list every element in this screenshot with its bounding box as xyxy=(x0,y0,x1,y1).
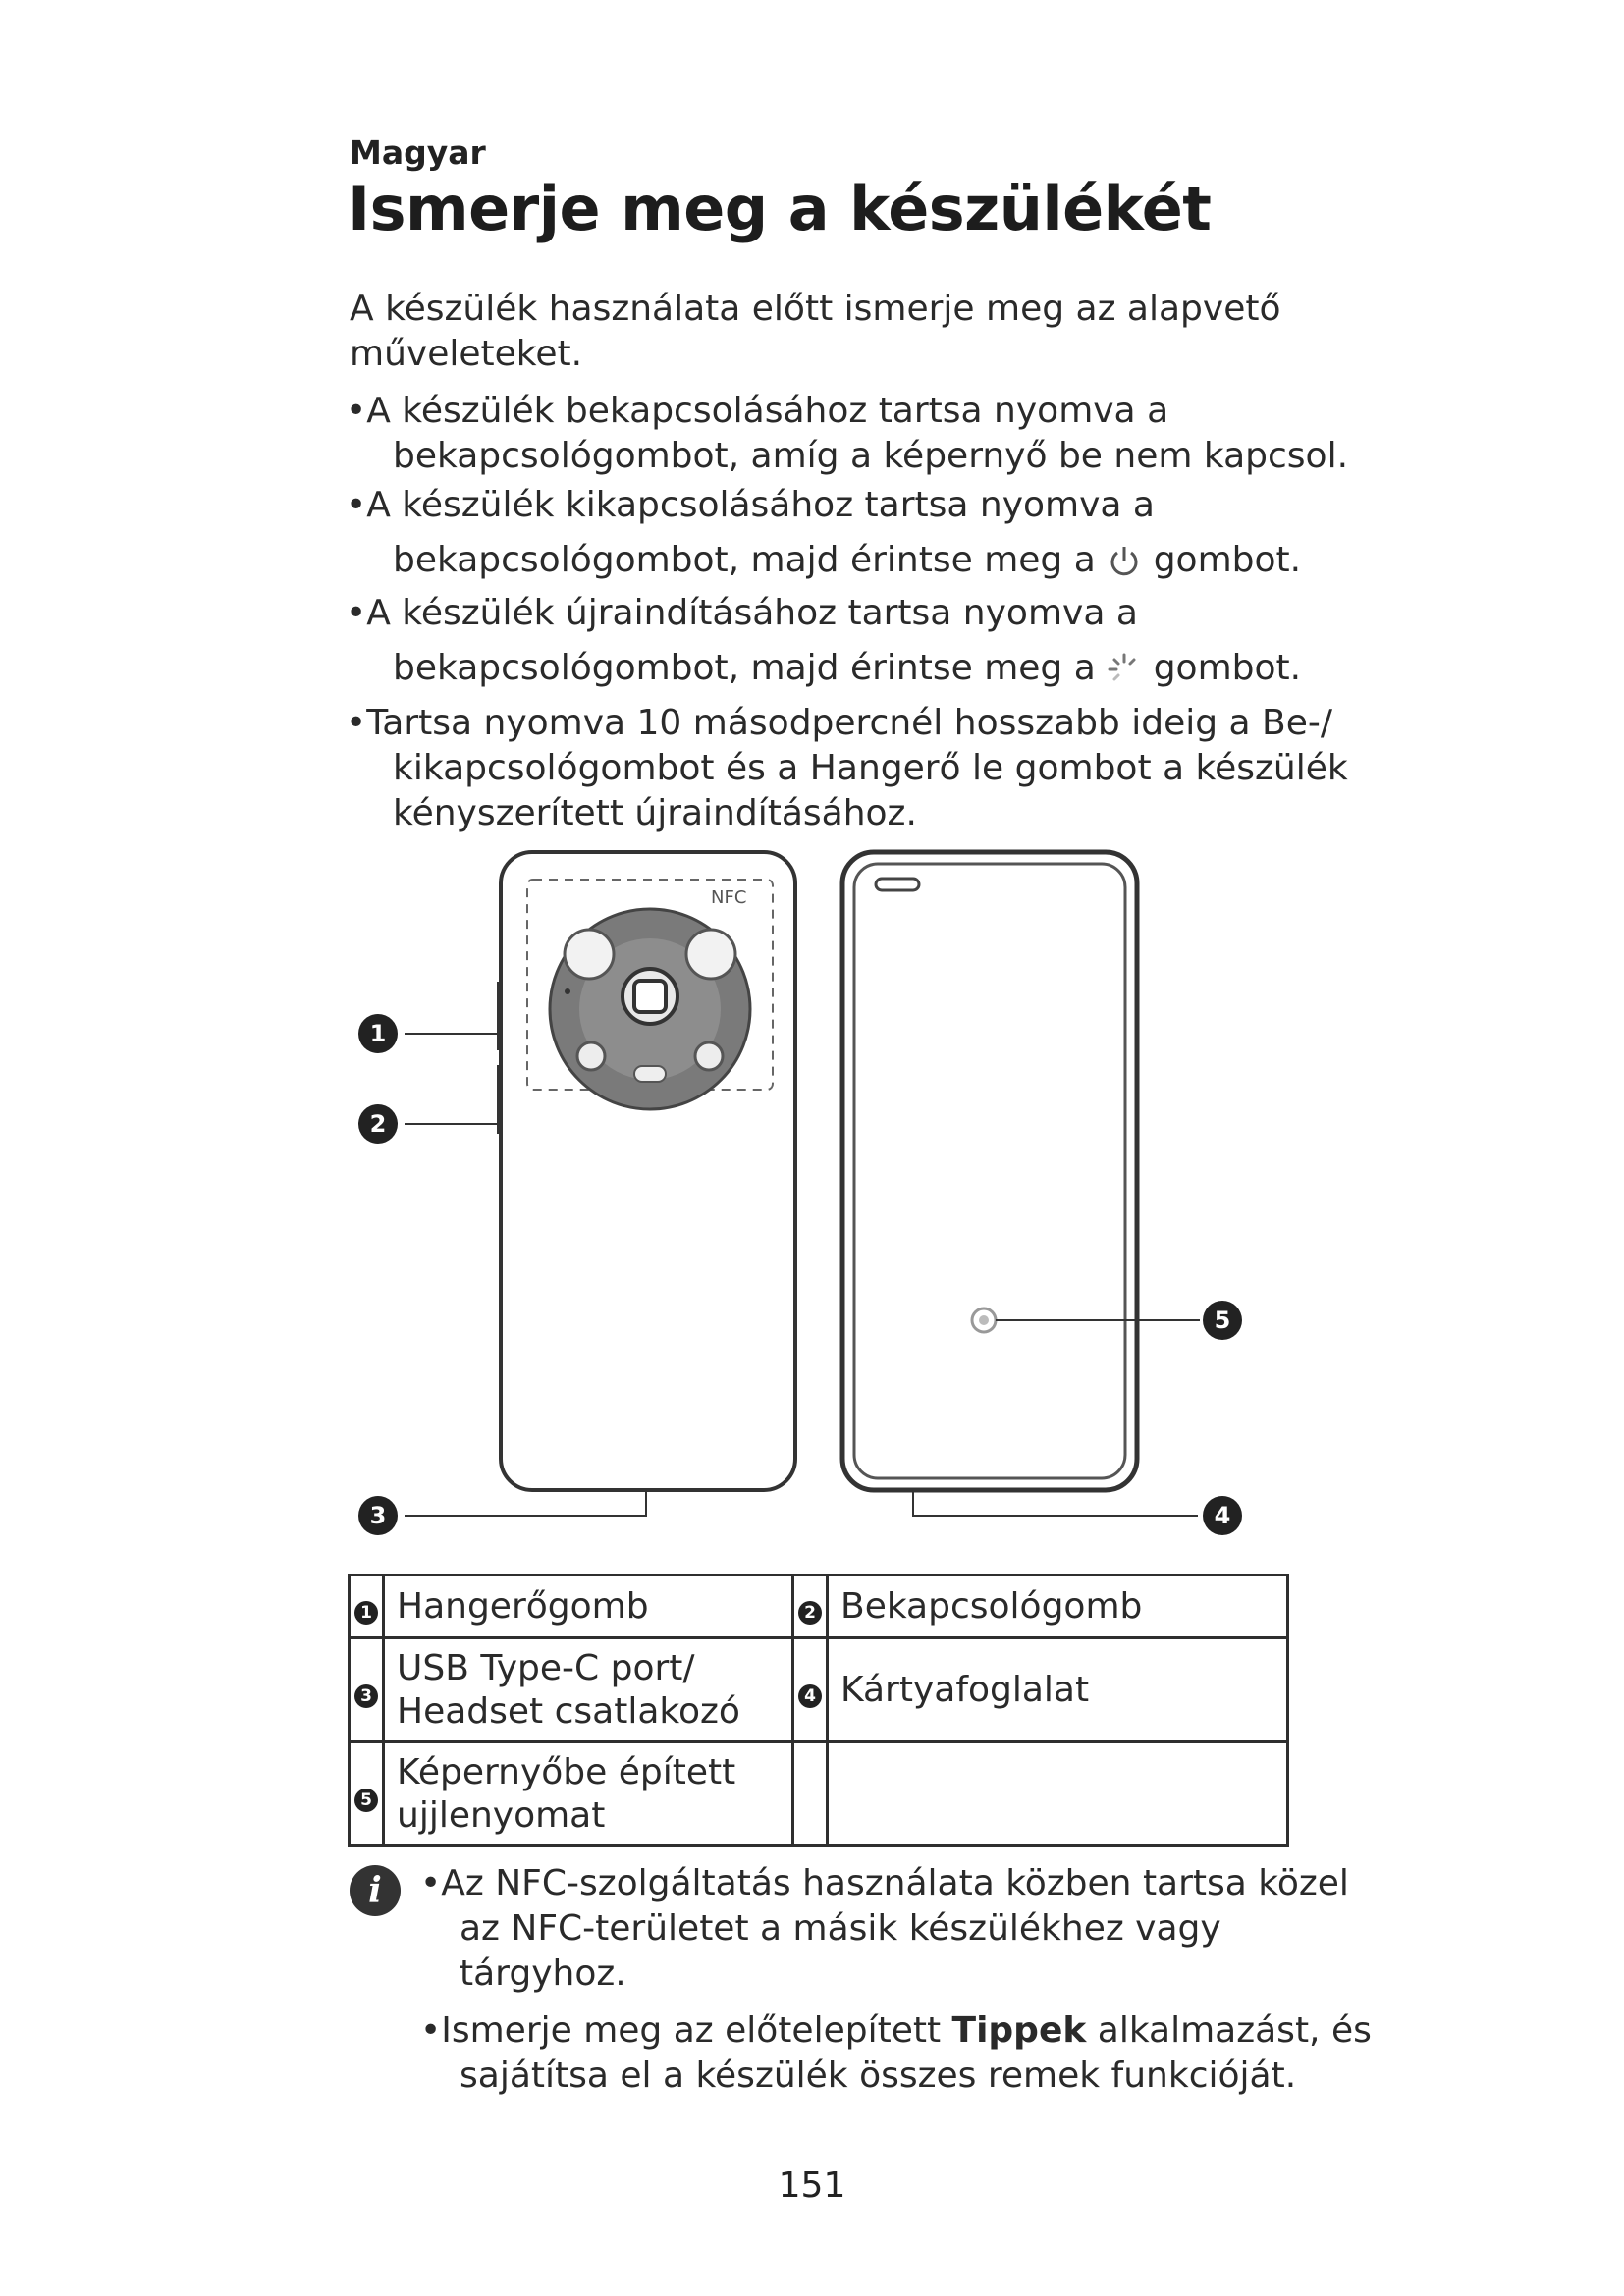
key-number-cell xyxy=(793,1742,828,1846)
key-number-cell xyxy=(793,1575,828,1638)
key-label xyxy=(384,1742,793,1846)
nfc-label: NFC xyxy=(711,887,747,908)
key-label: Kártyafoglalat xyxy=(828,1638,1288,1742)
key-number: 1 xyxy=(354,1601,378,1625)
bullet-power-on: •A készülék bekapcsolásához tartsa nyomva a xyxy=(346,391,1169,431)
callout-1 xyxy=(358,1014,398,1053)
bullet-force-restart-cont1: kikapcsológombot és a Hangerő le gombot a készülék xyxy=(393,748,1348,788)
callout-2 xyxy=(358,1104,398,1144)
key-label: Hangerőgomb xyxy=(384,1575,793,1638)
key-label-line: Headset csatlakozó xyxy=(397,1690,740,1732)
note-nfc-cont2: tárgyhoz. xyxy=(460,1953,626,1994)
callout-4 xyxy=(1203,1496,1242,1535)
power-icon xyxy=(1107,544,1142,579)
key-number: 2 xyxy=(798,1601,822,1625)
callout-5-label: 5 xyxy=(1214,1307,1231,1334)
callout-3 xyxy=(358,1496,398,1535)
key-number: 3 xyxy=(354,1684,378,1708)
table-row xyxy=(350,1742,1288,1846)
callout-2-label: 2 xyxy=(369,1110,387,1138)
key-number-cell xyxy=(350,1638,384,1742)
note-tips xyxy=(420,2010,1372,2051)
tips-app-name: Tippek xyxy=(951,2010,1087,2051)
info-icon: i xyxy=(350,1865,401,1916)
key-number-cell xyxy=(350,1575,384,1638)
key-number-cell xyxy=(793,1638,828,1742)
callout-1-label: 1 xyxy=(369,1020,387,1047)
bullet-restart-cont xyxy=(393,648,1301,688)
key-number: 4 xyxy=(798,1684,822,1708)
intro-text: A készülék használata előtt ismerje meg az alapvető műveleteket. xyxy=(350,289,1281,374)
device-illustration xyxy=(334,844,1306,1561)
table-row xyxy=(350,1575,1288,1638)
bullet-restart: •A készülék újraindításához tartsa nyomva a xyxy=(346,593,1138,633)
note-tips-cont: sajátítsa el a készülék összes remek funkcióját. xyxy=(460,2056,1297,2096)
bullet-power-off: •A készülék kikapcsolásához tartsa nyomva a xyxy=(346,485,1155,525)
key-label-line: ujjlenyomat xyxy=(397,1794,606,1836)
phone-screen xyxy=(854,864,1125,1478)
key-label xyxy=(828,1742,1288,1846)
volume-button xyxy=(497,982,503,1050)
bullet-power-off-text: bekapcsológombot, majd érintse meg a xyxy=(393,540,1096,580)
callout-4-label: 4 xyxy=(1214,1502,1231,1529)
restart-icon xyxy=(1107,652,1142,687)
key-label xyxy=(384,1638,793,1742)
note-tips-text-end: alkalmazást, és xyxy=(1086,2010,1372,2051)
key-label-line: Képernyőbe épített xyxy=(397,1751,736,1792)
page-title: Ismerje meg a készülékét xyxy=(348,173,1212,244)
note-nfc-cont1: az NFC-területet a másik készülékhez vagy xyxy=(460,1908,1221,1949)
table-row xyxy=(350,1638,1288,1742)
bullet-force-restart: •Tartsa nyomva 10 másodpercnél hosszabb ideig a Be-/ xyxy=(346,703,1332,743)
key-number: 5 xyxy=(354,1789,378,1812)
bullet-restart-suffix: gombot. xyxy=(1153,648,1302,688)
bullet-power-off-cont xyxy=(393,540,1301,580)
bullet-power-on-cont: bekapcsológombot, amíg a képernyő be nem kapcsol. xyxy=(393,436,1349,476)
key-label-line: USB Type-C port/ xyxy=(397,1647,695,1688)
language-label: Magyar xyxy=(350,133,486,172)
note-nfc: •Az NFC-szolgáltatás használata közben tartsa közel xyxy=(420,1863,1349,1903)
bullet-force-restart-cont2: kényszerített újraindításához. xyxy=(393,793,917,833)
key-label: Bekapcsológomb xyxy=(828,1575,1288,1638)
callout-3-label: 3 xyxy=(369,1502,387,1529)
power-button xyxy=(497,1065,503,1134)
bullet-power-off-suffix: gombot. xyxy=(1153,540,1302,580)
callout-5 xyxy=(1203,1301,1242,1340)
camera-module xyxy=(550,909,750,1109)
note-tips-text: •Ismerje meg az előtelepített xyxy=(420,2010,952,2051)
page-number: 151 xyxy=(778,2165,846,2206)
bullet-restart-text: bekapcsológombot, majd érintse meg a xyxy=(393,648,1096,688)
front-camera xyxy=(876,879,919,890)
key-table xyxy=(348,1574,1289,1847)
key-number-cell xyxy=(350,1742,384,1846)
